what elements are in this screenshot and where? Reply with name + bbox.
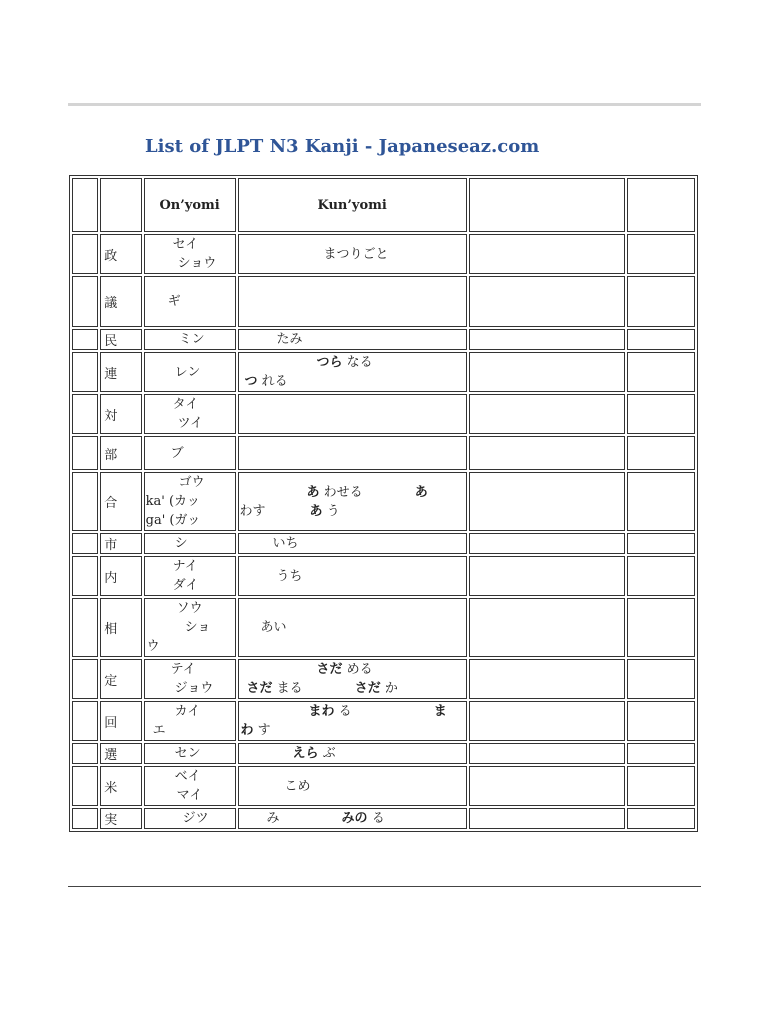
table-cell bbox=[469, 352, 626, 392]
onyomi-cell bbox=[144, 533, 236, 554]
onyomi-cell bbox=[144, 394, 236, 434]
kunyomi-cell bbox=[238, 352, 467, 392]
kanji-cell: 部 bbox=[100, 436, 141, 470]
onyomi-reading: レン bbox=[174, 364, 201, 380]
onyomi-cell bbox=[144, 743, 236, 764]
onyomi-cell bbox=[144, 598, 236, 657]
onyomi-reading: シ bbox=[174, 536, 188, 551]
kanji-cell: 議 bbox=[100, 276, 141, 327]
table-cell bbox=[627, 556, 695, 596]
table-cell bbox=[627, 808, 695, 829]
kunyomi-stem: さだ bbox=[246, 681, 273, 696]
onyomi-reading: カイ bbox=[174, 704, 201, 719]
onyomi-cell bbox=[144, 556, 236, 596]
table-cell bbox=[72, 659, 98, 699]
kunyomi-okurigana: う bbox=[322, 503, 340, 519]
kunyomi-cell bbox=[238, 766, 467, 806]
onyomi-reading: ダイ bbox=[172, 578, 199, 593]
kunyomi-stem: あ bbox=[306, 484, 320, 500]
kunyomi-cell bbox=[238, 701, 467, 741]
table-cell bbox=[627, 472, 695, 531]
kunyomi-okurigana: なる bbox=[342, 355, 373, 370]
kanji-cell: 相 bbox=[100, 598, 141, 657]
table-cell bbox=[469, 701, 626, 741]
kanji-cell: 連 bbox=[100, 352, 141, 392]
kunyomi-stem: つら bbox=[316, 355, 343, 370]
onyomi-reading: ブ bbox=[170, 445, 184, 461]
top-divider bbox=[68, 103, 701, 106]
table-cell bbox=[469, 556, 626, 596]
kanji-cell: 米 bbox=[100, 766, 141, 806]
table-cell bbox=[72, 743, 98, 764]
onyomi-cell bbox=[144, 659, 236, 699]
onyomi-reading: セン bbox=[174, 746, 201, 761]
table-row bbox=[72, 352, 695, 392]
kunyomi-cell bbox=[238, 743, 467, 764]
onyomi-reading: ウ bbox=[146, 639, 160, 654]
table-cell bbox=[469, 394, 626, 434]
table-cell bbox=[627, 743, 695, 764]
table-cell bbox=[469, 533, 626, 554]
kanji-cell: 対 bbox=[100, 394, 141, 434]
table-row bbox=[72, 533, 695, 554]
table-cell bbox=[469, 329, 626, 350]
onyomi-reading: ギ bbox=[167, 294, 181, 309]
kunyomi-cell bbox=[238, 556, 467, 596]
table-cell bbox=[72, 556, 98, 596]
table-row bbox=[72, 276, 695, 327]
kunyomi-stem: わ bbox=[240, 723, 254, 738]
table-cell bbox=[469, 234, 626, 274]
onyomi-reading: タイ bbox=[172, 397, 199, 412]
kunyomi-cell bbox=[238, 394, 467, 434]
kunyomi-cell bbox=[238, 329, 467, 350]
bottom-divider bbox=[68, 886, 701, 887]
table-row bbox=[72, 598, 695, 657]
table-cell bbox=[72, 352, 98, 392]
kanji-cell: 回 bbox=[100, 701, 141, 741]
onyomi-reading: ショ bbox=[184, 620, 211, 635]
table-row bbox=[72, 472, 695, 531]
onyomi-cell bbox=[144, 234, 236, 274]
table-cell bbox=[627, 276, 695, 327]
kunyomi-okurigana: る bbox=[334, 704, 352, 719]
kunyomi-stem: つ bbox=[244, 374, 258, 389]
onyomi-reading: ゴウ bbox=[178, 475, 205, 490]
table-cell bbox=[627, 234, 695, 274]
table-cell bbox=[72, 472, 98, 531]
onyomi-reading: ジツ bbox=[182, 811, 209, 826]
table-cell bbox=[72, 436, 98, 470]
onyomi-cell bbox=[144, 276, 236, 327]
table-row bbox=[72, 436, 695, 470]
kanji-cell: 実 bbox=[100, 808, 141, 829]
kunyomi-stem: あ bbox=[309, 503, 323, 519]
onyomi-cell bbox=[144, 436, 236, 470]
table-row bbox=[72, 394, 695, 434]
kunyomi-reading: あい bbox=[260, 620, 287, 635]
table-row bbox=[72, 234, 695, 274]
table-cell bbox=[469, 659, 626, 699]
table-cell bbox=[469, 766, 626, 806]
kunyomi-okurigana: る bbox=[367, 811, 385, 826]
onyomi-cell bbox=[144, 766, 236, 806]
document-title: List of JLPT N3 Kanji - Japaneseaz.com bbox=[145, 136, 540, 157]
kunyomi-stem: あ bbox=[414, 484, 428, 500]
header-onyomi: On’yomi bbox=[144, 178, 236, 232]
table-cell bbox=[627, 598, 695, 657]
kunyomi-okurigana: わせる bbox=[319, 484, 363, 500]
onyomi-reading: ソウ bbox=[176, 601, 203, 616]
onyomi-reading: ツイ bbox=[177, 416, 203, 431]
kanji-cell: 定 bbox=[100, 659, 141, 699]
kunyomi-stem: さだ bbox=[316, 662, 343, 677]
table-row bbox=[72, 659, 695, 699]
table-row bbox=[72, 556, 695, 596]
kanji-cell: 政 bbox=[100, 234, 141, 274]
onyomi-cell bbox=[144, 701, 236, 741]
onyomi-reading: ka' (カッ bbox=[145, 494, 200, 509]
table-cell bbox=[72, 394, 98, 434]
kanji-cell: 内 bbox=[100, 556, 141, 596]
kanji-cell: 民 bbox=[100, 329, 141, 350]
kunyomi-cell bbox=[238, 234, 467, 274]
table-cell bbox=[469, 276, 626, 327]
table-cell bbox=[72, 701, 98, 741]
table-header-row bbox=[72, 178, 695, 232]
onyomi-reading: ミン bbox=[178, 332, 205, 347]
onyomi-reading: ga' (ガッ bbox=[145, 513, 201, 528]
table-row bbox=[72, 766, 695, 806]
header-kunyomi: Kun’yomi bbox=[238, 178, 467, 232]
onyomi-cell bbox=[144, 352, 236, 392]
table-cell bbox=[627, 352, 695, 392]
onyomi-cell bbox=[144, 472, 236, 531]
kunyomi-reading: うち bbox=[276, 568, 303, 584]
table-cell bbox=[72, 533, 98, 554]
kunyomi-okurigana: める bbox=[342, 662, 373, 677]
kunyomi-cell bbox=[238, 472, 467, 531]
table-cell bbox=[627, 178, 695, 232]
onyomi-reading: ジョウ bbox=[174, 681, 214, 696]
kunyomi-okurigana: か bbox=[380, 681, 398, 696]
kunyomi-reading: いち bbox=[272, 536, 299, 551]
table-cell bbox=[627, 329, 695, 350]
table-cell bbox=[469, 472, 626, 531]
kunyomi-cell bbox=[238, 276, 467, 327]
kunyomi-okurigana: ぶ bbox=[318, 746, 336, 761]
kunyomi-cell bbox=[238, 808, 467, 829]
onyomi-reading: セイ bbox=[172, 237, 199, 252]
table-cell bbox=[469, 436, 626, 470]
table-cell bbox=[72, 329, 98, 350]
table-cell bbox=[72, 178, 98, 232]
kunyomi-okurigana: わす bbox=[239, 503, 266, 519]
kunyomi-okurigana: れる bbox=[257, 374, 288, 389]
kunyomi-cell bbox=[238, 436, 467, 470]
table-cell bbox=[72, 598, 98, 657]
table-row bbox=[72, 808, 695, 829]
table-cell bbox=[627, 394, 695, 434]
table-cell bbox=[72, 234, 98, 274]
table-cell bbox=[100, 178, 141, 232]
kunyomi-stem: まわ bbox=[308, 704, 335, 719]
table-cell bbox=[469, 808, 626, 829]
table-cell bbox=[72, 276, 98, 327]
kunyomi-stem: みの bbox=[341, 811, 368, 826]
kanji-table bbox=[69, 175, 698, 832]
table-cell bbox=[469, 598, 626, 657]
kanji-cell: 選 bbox=[100, 743, 141, 764]
onyomi-cell bbox=[144, 808, 236, 829]
kanji-cell: 合 bbox=[100, 472, 141, 531]
onyomi-reading: ショウ bbox=[177, 256, 217, 271]
onyomi-reading: マイ bbox=[176, 788, 203, 803]
kunyomi-reading: こめ bbox=[284, 778, 311, 794]
onyomi-reading: ベイ bbox=[174, 769, 201, 784]
table-cell bbox=[627, 533, 695, 554]
kunyomi-reading: たみ bbox=[276, 332, 303, 347]
table-cell bbox=[627, 766, 695, 806]
table-cell bbox=[72, 808, 98, 829]
onyomi-reading: テイ bbox=[170, 662, 196, 677]
kanji-cell: 市 bbox=[100, 533, 141, 554]
kunyomi-okurigana: す bbox=[253, 723, 271, 738]
kunyomi-reading: まつりごと bbox=[323, 246, 389, 262]
kunyomi-stem: さだ bbox=[354, 681, 381, 696]
table-row bbox=[72, 701, 695, 741]
kunyomi-reading: み bbox=[266, 811, 280, 826]
kunyomi-okurigana: まる bbox=[272, 681, 303, 696]
kunyomi-stem: ま bbox=[433, 704, 447, 719]
table-cell bbox=[627, 701, 695, 741]
kunyomi-cell bbox=[238, 659, 467, 699]
table-cell bbox=[627, 659, 695, 699]
table-cell bbox=[627, 436, 695, 470]
onyomi-cell bbox=[144, 329, 236, 350]
kunyomi-stem: えら bbox=[292, 746, 319, 761]
onyomi-reading: ナイ bbox=[172, 559, 198, 574]
table-row bbox=[72, 743, 695, 764]
onyomi-reading: エ bbox=[152, 723, 166, 738]
table-row bbox=[72, 329, 695, 350]
table-cell bbox=[469, 743, 626, 764]
table-cell bbox=[72, 766, 98, 806]
table-cell bbox=[469, 178, 626, 232]
kunyomi-cell bbox=[238, 533, 467, 554]
kunyomi-cell bbox=[238, 598, 467, 657]
